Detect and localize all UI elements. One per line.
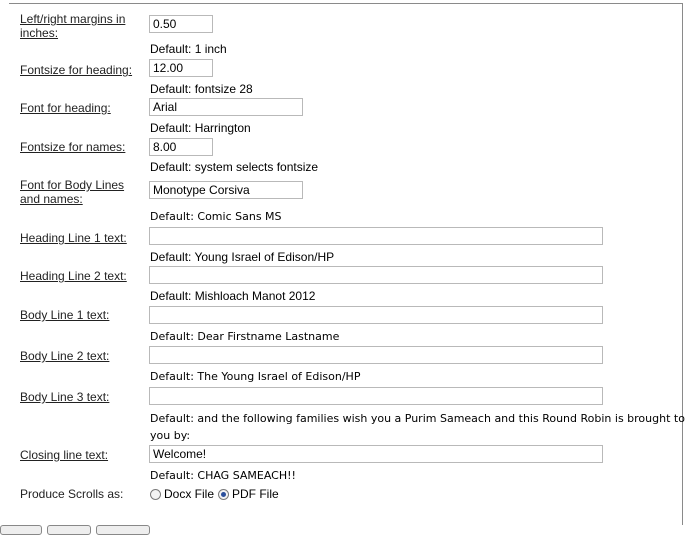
label-margins[interactable]: Left/right margins in inches: [20, 12, 126, 40]
default-fontsize-heading: Default: fontsize 28 [150, 82, 253, 96]
body-line-1-input[interactable] [149, 306, 603, 324]
default-fontsize-names: Default: system selects fontsize [150, 160, 319, 174]
label-body-line-3[interactable]: Body Line 3 text: [20, 390, 110, 404]
bottom-button-3[interactable] [96, 525, 150, 535]
label-heading-line-2[interactable]: Heading Line 2 text: [20, 269, 127, 283]
fontsize-heading-input[interactable] [149, 59, 213, 77]
margins-input[interactable] [149, 15, 213, 33]
default-heading-line-1: Default: Young Israel of Edison/HP [150, 250, 335, 264]
label-fontsize-heading[interactable]: Fontsize for heading: [20, 63, 133, 77]
heading-line-2-input[interactable] [149, 266, 603, 284]
default-font-body: Default: Comic Sans MS [150, 210, 282, 223]
docx-radio[interactable] [150, 489, 161, 500]
heading-line-1-input[interactable] [149, 227, 603, 245]
pdf-radio-label[interactable]: PDF File [232, 487, 279, 501]
label-font-body[interactable]: Font for Body Lines and names: [20, 178, 125, 206]
label-font-heading[interactable]: Font for heading: [20, 101, 111, 115]
label-fontsize-names[interactable]: Fontsize for names: [20, 140, 126, 154]
default-font-heading: Default: Harrington [150, 121, 251, 135]
default-body-line-2: Default: The Young Israel of Edison/HP [150, 370, 361, 383]
docx-radio-label[interactable]: Docx File [164, 487, 215, 501]
body-line-3-input[interactable] [149, 387, 603, 405]
label-produce-scrolls: Produce Scrolls as: [20, 487, 124, 501]
label-body-line-1[interactable]: Body Line 1 text: [20, 308, 110, 322]
fontsize-names-input[interactable] [149, 138, 213, 156]
bottom-button-1[interactable] [0, 525, 42, 535]
label-heading-line-1[interactable]: Heading Line 1 text: [20, 231, 127, 245]
bottom-button-2[interactable] [47, 525, 91, 535]
label-body-line-2[interactable]: Body Line 2 text: [20, 349, 110, 363]
default-heading-line-2: Default: Mishloach Manot 2012 [150, 289, 316, 303]
closing-line-input[interactable] [149, 445, 603, 463]
default-body-line-3: Default: and the following families wish you a Purim Sameach and this Round Robin is brought to [150, 412, 685, 425]
default-closing-line: Default: CHAG SAMEACH!! [150, 469, 296, 482]
default-margins: Default: 1 inch [150, 42, 227, 56]
default-body-line-1: Default: Dear Firstname Lastname [150, 330, 340, 343]
default-body-line-3-cont: you by: [150, 429, 191, 442]
label-closing-line[interactable]: Closing line text: [20, 448, 109, 462]
pdf-radio[interactable] [218, 489, 229, 500]
output-format-group [150, 487, 283, 501]
font-heading-input[interactable] [149, 98, 303, 116]
body-line-2-input[interactable] [149, 346, 603, 364]
font-body-input[interactable] [149, 181, 303, 199]
